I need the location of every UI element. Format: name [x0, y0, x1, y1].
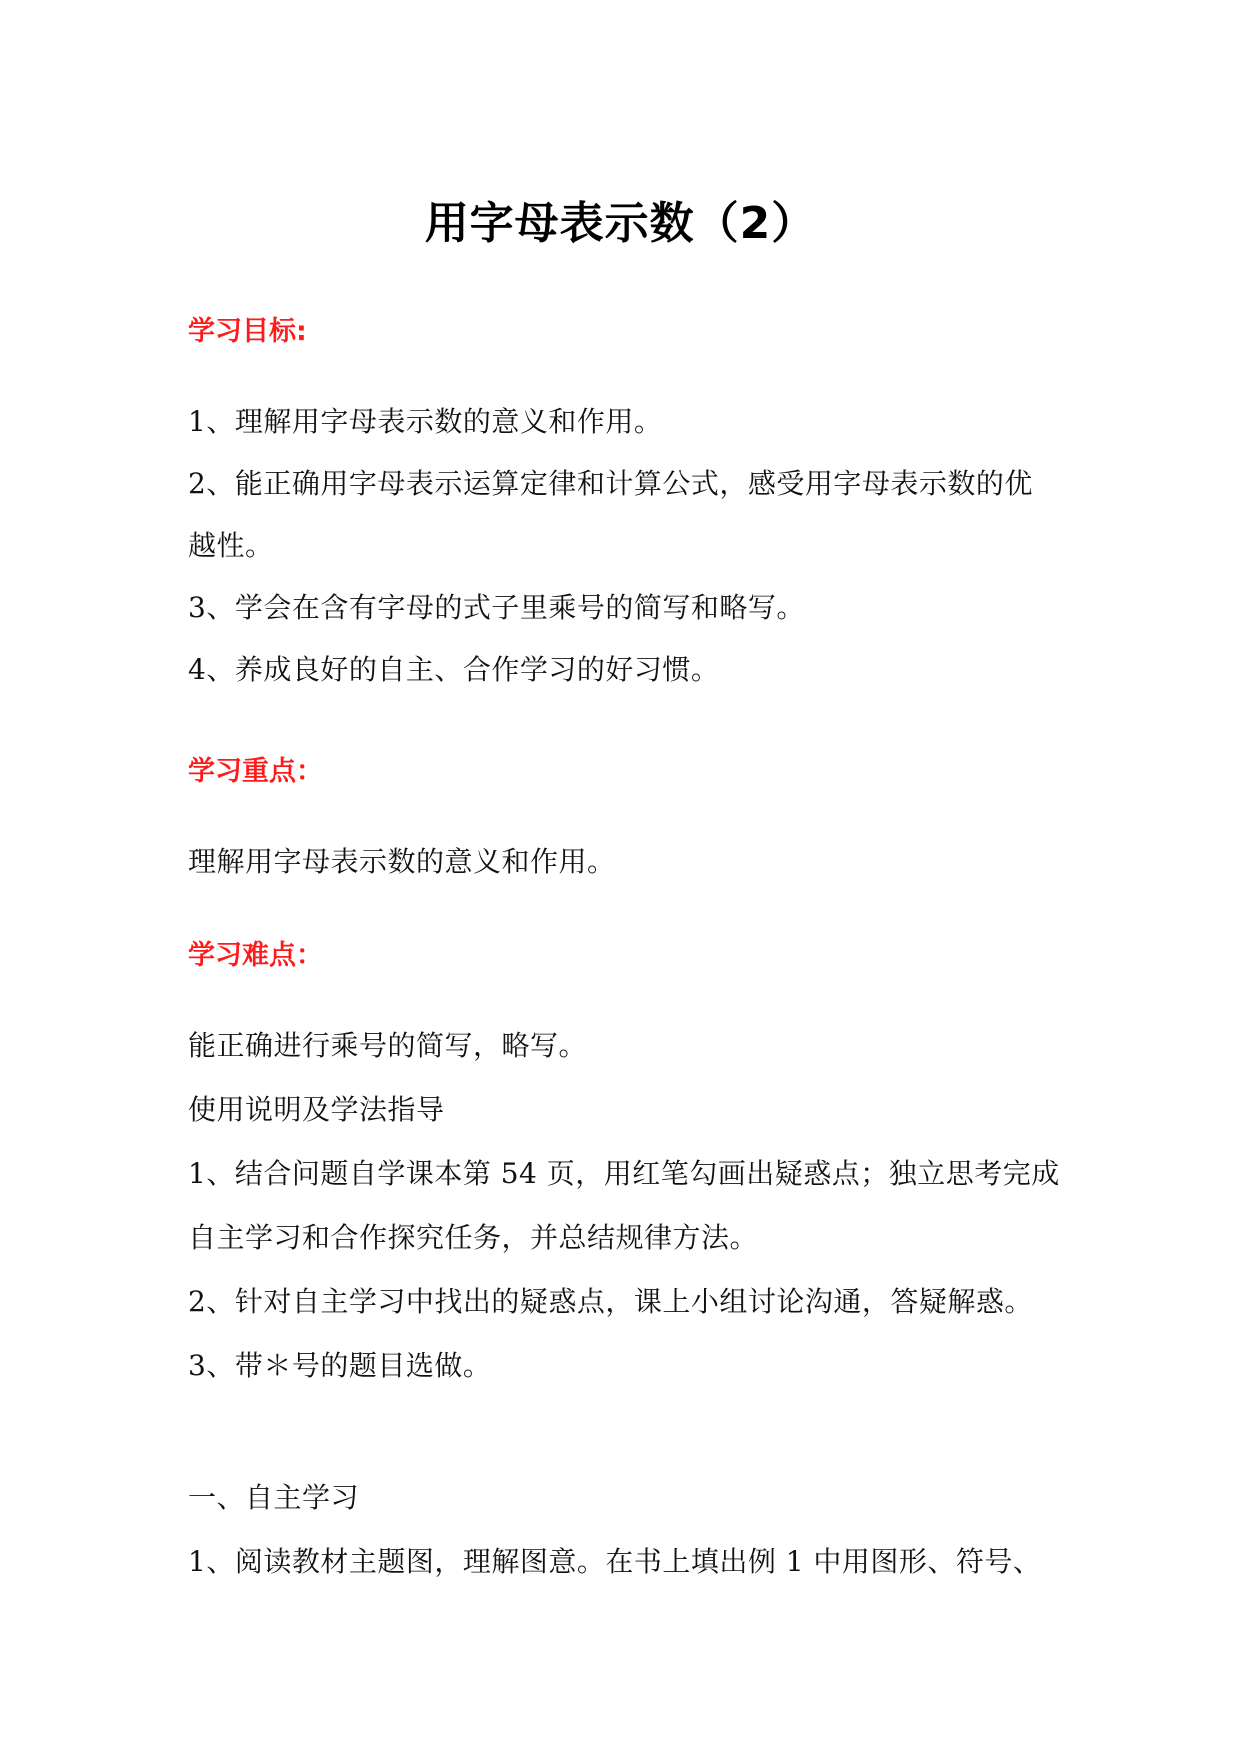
goal-item-1: 1、理解用字母表示数的意义和作用。	[188, 405, 663, 438]
guide-item-1-continued: 自主学习和合作探究任务，并总结规律方法。	[188, 1221, 759, 1254]
guide-item-1: 1、结合问题自学课本第 54 页，用红笔勾画出疑惑点；独立思考完成	[188, 1157, 1060, 1190]
guide-heading: 使用说明及学法指导	[188, 1093, 445, 1126]
self-study-item-1: 1、阅读教材主题图，理解图意。在书上填出例 1 中用图形、符号、	[188, 1545, 1042, 1578]
difficulty-heading: 学习难点：	[188, 940, 323, 971]
self-study-heading: 一、自主学习	[188, 1481, 360, 1514]
guide-item-2: 2、针对自主学习中找出的疑惑点，课上小组讨论沟通，答疑解惑。	[188, 1285, 1033, 1318]
key-point-heading: 学习重点：	[188, 756, 323, 787]
difficulty-text: 能正确进行乘号的简写，略写。	[188, 1029, 588, 1062]
learning-goals-heading: 学习目标:	[188, 316, 307, 347]
guide-item-3: 3、带＊号的题目选做。	[188, 1349, 492, 1382]
goal-item-3: 3、学会在含有字母的式子里乘号的简写和略写。	[188, 591, 805, 624]
key-point-text: 理解用字母表示数的意义和作用。	[188, 845, 616, 878]
goal-item-4: 4、养成良好的自主、合作学习的好习惯。	[188, 653, 720, 686]
goal-item-2: 2、能正确用字母表示运算定律和计算公式，感受用字母表示数的优	[188, 467, 1033, 500]
page-title: 用字母表示数（2）	[424, 198, 817, 249]
goal-item-2-continued: 越性。	[188, 529, 274, 562]
